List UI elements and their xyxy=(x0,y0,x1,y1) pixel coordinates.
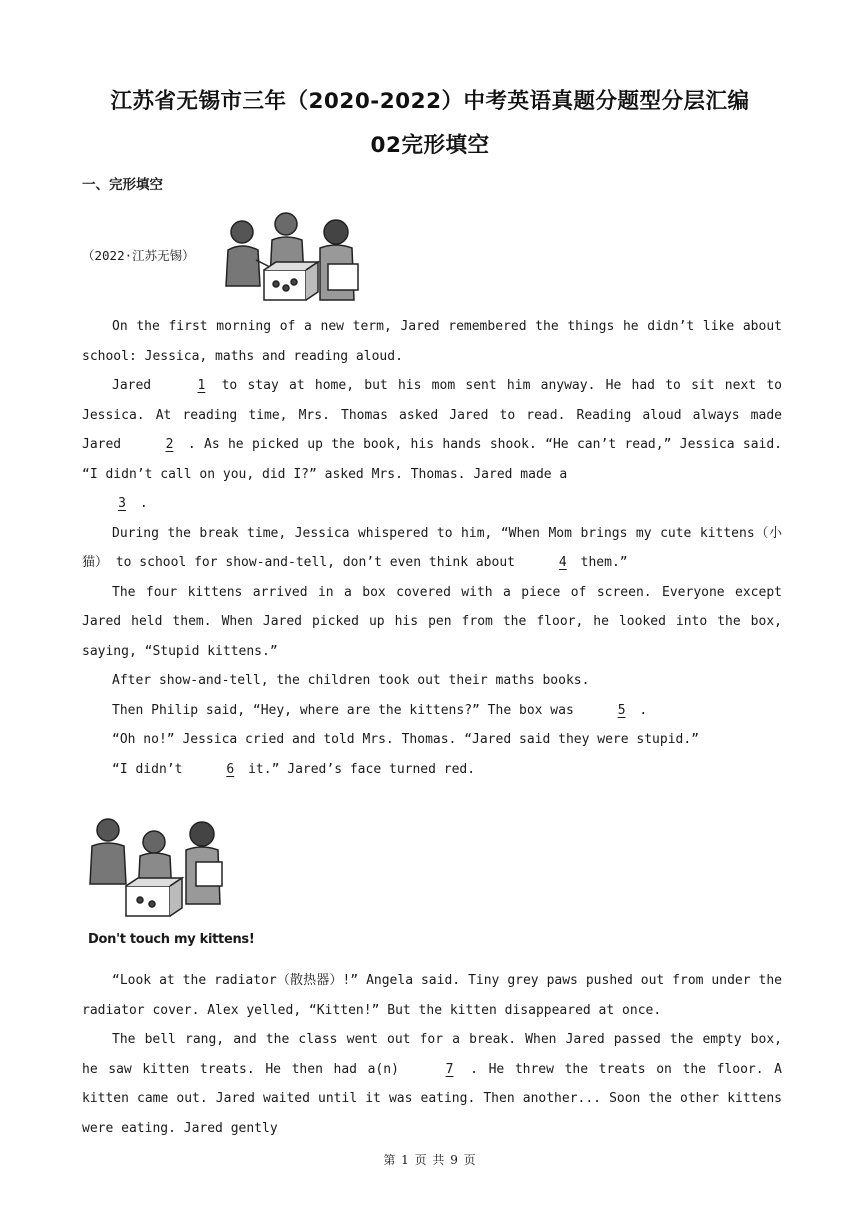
document-title-line2: 02完形填空 xyxy=(370,133,490,158)
blank-2[interactable]: 2 xyxy=(165,437,174,452)
blank-5[interactable]: 5 xyxy=(617,702,626,718)
passage-part1 xyxy=(82,312,782,784)
kittens-classroom-illustration xyxy=(220,208,372,308)
paragraph-9: “Look at the radiator（散热器）!” Angela said. Tiny grey paws pushed out from under the radiator cover. Alex yelled, “Kitten!” But the kitten disappeared at once. xyxy=(82,973,782,1018)
paragraph-10: The bell rang, and the class went out for a break. When Jared passed the empty box, he saw kitten treats. He then had a(n) 7 . He threw the treats on the floor. A kitten came out. Jared waited until it was eating. Then another... Soon the other kittens were eating. Jared gently xyxy=(82,1032,782,1136)
paragraph-4: The four kittens arrived in a box covered with a piece of screen. Everyone except Jared held them. When Jared picked up his pen from the floor, he looked into the box, saying, “Stupid kittens.” xyxy=(82,584,782,659)
passage-part2 xyxy=(82,966,782,1143)
blank-4[interactable]: 4 xyxy=(558,555,567,570)
document-title-line1: 江苏省无锡市三年（2020-2022）中考英语真题分题型分层汇编 xyxy=(110,89,750,114)
paragraph-1: On the first morning of a new term, Jared remembered the things he didn’t like about school: Jessica, maths and reading aloud. xyxy=(82,319,782,364)
paragraph-7: “Oh no!” Jessica cried and told Mrs. Thomas. “Jared said they were stupid.” xyxy=(112,732,699,747)
blank-6[interactable]: 6 xyxy=(226,761,235,777)
section-heading: 一、完形填空 xyxy=(82,177,163,193)
dont-touch-kittens-illustration xyxy=(84,812,234,930)
blank-3[interactable]: 3 xyxy=(118,496,126,511)
paragraph-2: Jared 1 to stay at home, but his mom sent him anyway. He had to sit next to Jessica. At reading time, Mrs. Thomas asked Jared to read. Reading aloud always made Jared 2 . As he picked up the book, his hands shook. “He can’t read,” Jessica said. “I didn’t call on you, did I?” asked Mrs. Thomas. Jared made a 3 . xyxy=(82,371,782,519)
paragraph-6: Then Philip said, “Hey, where are the kittens?” The box was 5 . xyxy=(82,696,782,726)
paragraph-5: After show-and-tell, the children took out their maths books. xyxy=(112,673,590,688)
question-source: （2022·江苏无锡） xyxy=(82,248,195,263)
paragraph-3: During the break time, Jessica whispered to him, “When Mom brings my cute kittens（小猫） to school for show-and-tell, don’t even think about 4 them.” xyxy=(82,519,782,578)
blank-1[interactable]: 1 xyxy=(197,378,206,393)
paragraph-8: “I didn’t 6 it.” Jared’s face turned red. xyxy=(82,755,782,785)
illustration-caption: Don't touch my kittens! xyxy=(88,932,255,947)
blank-7[interactable]: 7 xyxy=(445,1061,454,1077)
page-footer: 第 1 页 共 9 页 xyxy=(383,1153,477,1167)
